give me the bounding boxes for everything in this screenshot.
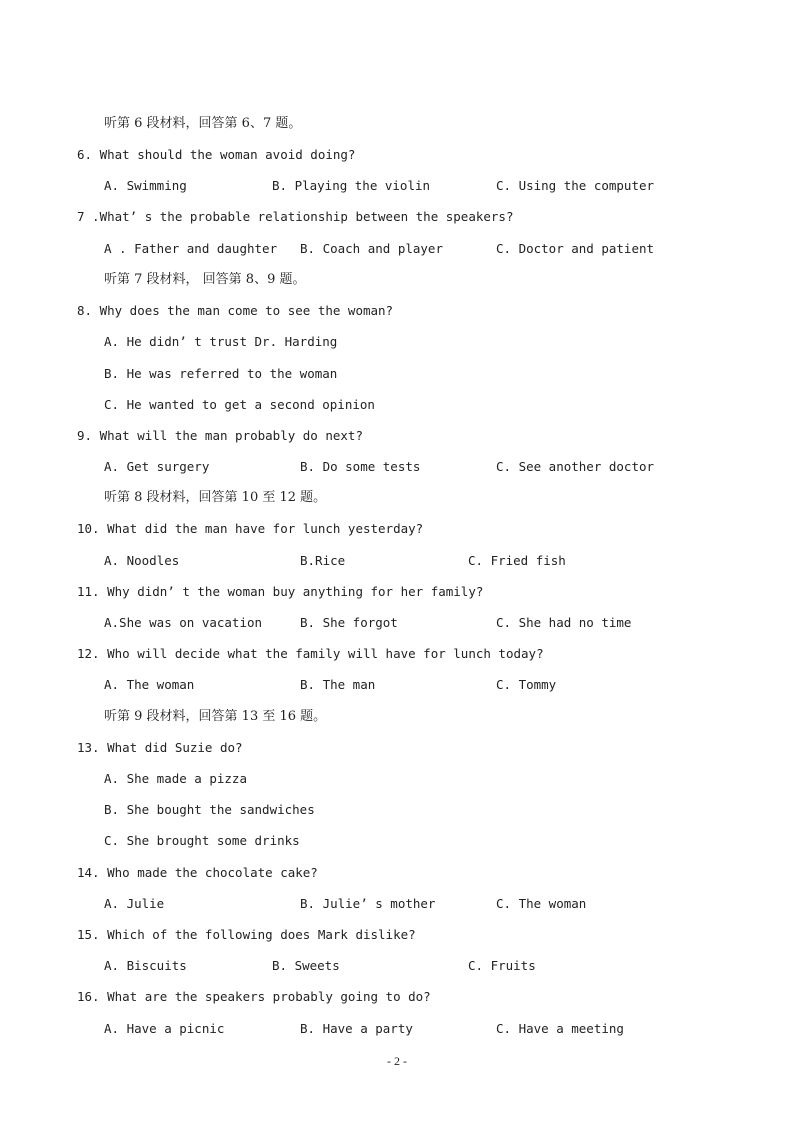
option-b: B. She forgot	[300, 615, 398, 630]
section-heading: 听第 7 段材料， 回答第 8、9 题。	[104, 272, 306, 287]
option-a: A. Have a picnic	[104, 1021, 225, 1036]
option-b: B. Coach and player	[300, 241, 443, 256]
question-stem: 12. Who will decide what the family will have for lunch today?	[77, 646, 544, 661]
question-stem: 16. What are the speakers probably going to do?	[77, 989, 431, 1004]
option-b: B. Sweets	[272, 958, 340, 973]
option-a: A.She was on vacation	[104, 615, 263, 630]
option-c: C. She had no time	[496, 615, 632, 630]
option-a: A . Father and daughter	[104, 241, 278, 256]
option-a: A. Swimming	[104, 178, 187, 193]
option-c: C. He wanted to get a second opinion	[104, 397, 375, 412]
option-a: A. Biscuits	[104, 958, 187, 973]
option-b: B. She bought the sandwiches	[104, 802, 315, 817]
section-heading: 听第 9 段材料，回答第 13 至 16 题。	[104, 709, 327, 724]
option-c: C. Doctor and patient	[496, 241, 655, 256]
question-stem: 15. Which of the following does Mark dislike?	[77, 927, 416, 942]
question-stem: 7 .What’ s the probable relationship between the speakers?	[77, 209, 514, 224]
option-b: B. He was referred to the woman	[104, 366, 338, 381]
question-stem: 10. What did the man have for lunch yesterday?	[77, 521, 424, 536]
option-b: B.Rice	[300, 553, 346, 568]
option-a: A. Julie	[104, 896, 165, 911]
question-stem: 13. What did Suzie do?	[77, 740, 243, 755]
question-stem: 14. Who made the chocolate cake?	[77, 865, 318, 880]
option-a: A. The woman	[104, 677, 195, 692]
question-stem: 11. Why didn’ t the woman buy anything for her family?	[77, 584, 484, 599]
option-c: C. See another doctor	[496, 459, 655, 474]
option-c: C. Fruits	[468, 958, 536, 973]
question-stem: 6. What should the woman avoid doing?	[77, 147, 356, 162]
option-b: B. Playing the violin	[272, 178, 431, 193]
option-b: B. The man	[300, 677, 376, 692]
option-b: B. Have a party	[300, 1021, 413, 1036]
option-a: A. Noodles	[104, 553, 180, 568]
option-c: C. She brought some drinks	[104, 833, 300, 848]
option-c: C. Tommy	[496, 677, 557, 692]
option-c: C. Have a meeting	[496, 1021, 624, 1036]
option-a: A. Get surgery	[104, 459, 210, 474]
option-a: A. She made a pizza	[104, 771, 247, 786]
option-b: B. Do some tests	[300, 459, 421, 474]
option-a: A. He didn’ t trust Dr. Harding	[104, 334, 338, 349]
option-b: B. Julie’ s mother	[300, 896, 436, 911]
option-c: C. Fried fish	[468, 553, 566, 568]
question-stem: 8. Why does the man come to see the woman?	[77, 303, 394, 318]
section-heading: 听第 6 段材料，回答第 6、7 题。	[104, 116, 302, 131]
option-c: C. The woman	[496, 896, 587, 911]
option-c: C. Using the computer	[496, 178, 655, 193]
section-heading: 听第 8 段材料，回答第 10 至 12 题。	[104, 490, 327, 505]
page-number: - 2 -	[387, 1054, 407, 1068]
question-stem: 9. What will the man probably do next?	[77, 428, 363, 443]
